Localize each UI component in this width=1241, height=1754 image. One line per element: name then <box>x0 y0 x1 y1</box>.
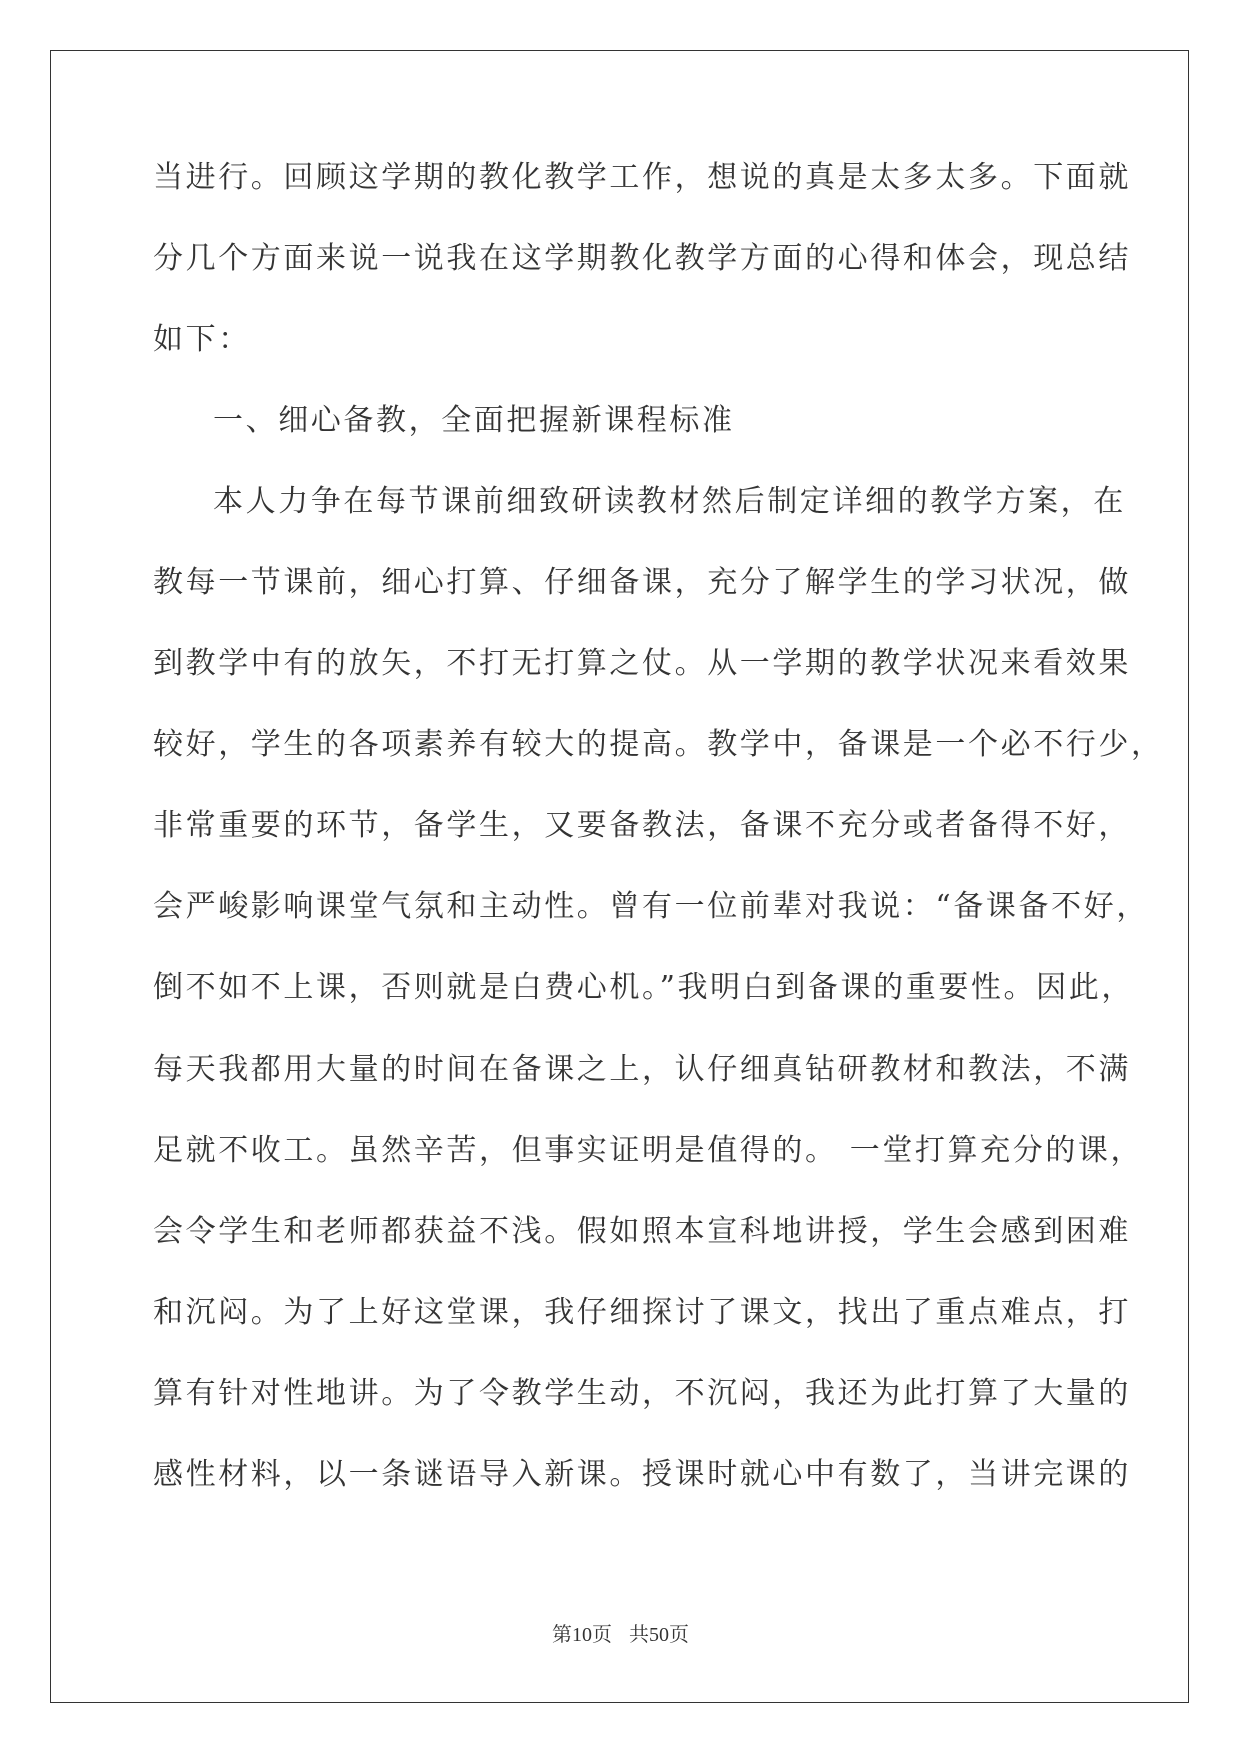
text-line: 感性材料，以一条谜语导入新课。授课时就心中有数了，当讲完课的 <box>153 1456 1131 1492</box>
text-line: 当进行。回顾这学期的教化教学工作，想说的真是太多太多。下面就 <box>153 160 1131 195</box>
text-line: 分几个方面来说一说我在这学期教化教学方面的心得和体会，现总结 <box>153 241 1131 277</box>
text-line: 每天我都用大量的时间在备课之上，认仔细真钻研教材和教法，不满 <box>153 1051 1131 1087</box>
total-pages: 共50页 <box>629 1624 689 1646</box>
text-line: 到教学中有的放矢，不打无打算之仗。从一学期的教学状况来看效果 <box>153 646 1131 682</box>
text-line: 会严峻影响课堂气氛和主动性。曾有一位前辈对我说：“备课备不好， <box>153 889 1149 925</box>
text-line: 教每一节课前，细心打算、仔细备课，充分了解学生的学习状况，做 <box>153 565 1131 601</box>
text-line: 如下： <box>153 322 251 358</box>
text-line: 足就不收工。虽然辛苦，但事实证明是值得的。 一堂打算充分的课， <box>153 1132 1144 1168</box>
text-line: 和沉闷。为了上好这堂课，我仔细探讨了课文，找出了重点难点，打 <box>153 1294 1131 1330</box>
text-line: 较好，学生的各项素养有较大的提高。教学中，备课是一个必不行少， <box>153 727 1164 763</box>
section-heading: 一、细心备教，全面把握新课程标准 <box>213 403 735 439</box>
document-body <box>153 160 1164 1541</box>
text-line: 非常重要的环节，备学生，又要备教法，备课不充分或者备得不好， <box>153 808 1131 844</box>
page-footer <box>0 1618 1241 1647</box>
text-line: 本人力争在每节课前细致研读教材然后制定详细的教学方案，在 <box>213 484 1126 520</box>
text-line: 倒不如不上课，否则就是白费心机。”我明白到备课的重要性。因此， <box>153 970 1134 1006</box>
page-number: 第10页 <box>552 1624 612 1646</box>
text-line: 会令学生和老师都获益不浅。假如照本宣科地讲授，学生会感到困难 <box>153 1213 1131 1249</box>
text-line: 算有针对性地讲。为了令教学生动，不沉闷，我还为此打算了大量的 <box>153 1375 1131 1411</box>
